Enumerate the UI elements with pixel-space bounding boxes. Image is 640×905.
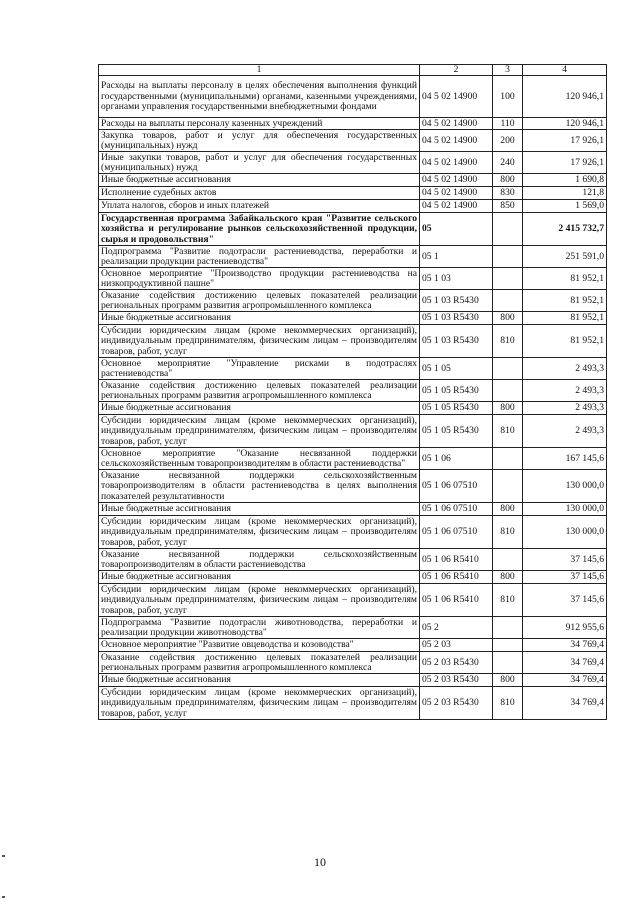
row-type-cell (493, 639, 523, 652)
table-row (99, 118, 607, 130)
row-type-cell: 810 (493, 415, 523, 448)
row-amount-cell: 2 493,3 (523, 402, 607, 415)
row-code-cell: 05 1 03 R5430 (420, 325, 493, 358)
row-code-cell: 05 1 06 R5410 (420, 549, 493, 571)
row-name-cell: Закупка товаров, работ и услуг для обеспечения государственных (муниципальных) нужд (99, 130, 420, 152)
row-code-cell: 04 5 02 14900 (420, 130, 493, 152)
row-amount-cell: 2 415 732,7 (523, 213, 607, 246)
row-type-cell: 800 (493, 571, 523, 584)
table-row (99, 290, 607, 312)
row-name-cell: Расходы на выплаты персоналу в целях обеспечения выполнения функций государственными (муниципальными) органами, казенными учреждениями, органами управления государственными внебюджетными фондами (99, 76, 420, 118)
row-amount-cell: 1 690,8 (523, 174, 607, 187)
row-amount-cell: 81 952,1 (523, 290, 607, 312)
row-code-cell: 05 1 (420, 246, 493, 268)
table-row (99, 470, 607, 503)
row-type-cell (493, 246, 523, 268)
table-row (99, 213, 607, 246)
row-type-cell (493, 617, 523, 639)
row-type-cell: 810 (493, 687, 523, 720)
table-row (99, 584, 607, 617)
row-type-cell (493, 652, 523, 674)
row-amount-cell: 1 569,0 (523, 200, 607, 213)
row-name-cell: Оказание содействия достижению целевых показателей реализации региональных программ развития агропромышленного комплекса (99, 652, 420, 674)
row-amount-cell: 37 145,6 (523, 584, 607, 617)
row-name-cell: Основное мероприятие "Управление рисками в подотраслях растениеводства" (99, 358, 420, 380)
row-type-cell (493, 358, 523, 380)
row-amount-cell: 130 000,0 (523, 516, 607, 549)
row-name-cell: Подпрограмма "Развитие подотрасли животноводства, переработки и реализации продукции животноводства" (99, 617, 420, 639)
row-amount-cell: 2 493,3 (523, 358, 607, 380)
table-row (99, 76, 607, 118)
table-row (99, 325, 607, 358)
row-code-cell: 04 5 02 14900 (420, 200, 493, 213)
row-type-cell: 110 (493, 118, 523, 130)
row-code-cell: 04 5 02 14900 (420, 174, 493, 187)
row-code-cell: 05 1 05 R5430 (420, 380, 493, 402)
row-code-cell: 04 5 02 14900 (420, 76, 493, 118)
row-name-cell: Основное мероприятие "Развитие овцеводства и козоводства" (99, 639, 420, 652)
row-amount-cell: 34 769,4 (523, 674, 607, 687)
row-name-cell: Иные бюджетные ассигнования (99, 402, 420, 415)
table-row (99, 674, 607, 687)
table-row (99, 268, 607, 290)
row-type-cell: 800 (493, 312, 523, 325)
row-type-cell (493, 268, 523, 290)
row-name-cell: Иные бюджетные ассигнования (99, 312, 420, 325)
row-code-cell: 05 1 06 R5410 (420, 584, 493, 617)
row-code-cell: 05 1 05 R5430 (420, 415, 493, 448)
row-amount-cell: 81 952,1 (523, 268, 607, 290)
scan-artifact (2, 855, 5, 857)
row-type-cell: 850 (493, 200, 523, 213)
row-code-cell: 05 2 03 R5430 (420, 687, 493, 720)
row-type-cell: 100 (493, 76, 523, 118)
row-code-cell: 05 2 03 R5430 (420, 674, 493, 687)
row-amount-cell: 121,8 (523, 187, 607, 200)
scan-artifact (2, 896, 5, 898)
header-col-2: 2 (420, 65, 493, 76)
row-amount-cell: 34 769,4 (523, 639, 607, 652)
row-amount-cell: 17 926,1 (523, 130, 607, 152)
row-amount-cell: 912 955,6 (523, 617, 607, 639)
row-amount-cell: 2 493,3 (523, 380, 607, 402)
table-header-row (99, 65, 607, 76)
row-type-cell (493, 380, 523, 402)
row-name-cell: Иные бюджетные ассигнования (99, 503, 420, 516)
table-row (99, 571, 607, 584)
table-row (99, 200, 607, 213)
row-code-cell: 05 1 06 07510 (420, 503, 493, 516)
table-row (99, 246, 607, 268)
row-name-cell: Иные бюджетные ассигнования (99, 571, 420, 584)
row-amount-cell: 37 145,6 (523, 549, 607, 571)
row-amount-cell: 251 591,0 (523, 246, 607, 268)
row-type-cell: 830 (493, 187, 523, 200)
row-name-cell: Оказание несвязанной поддержки сельскохозяйственным товаропроизводителям в области растениеводства в целях выполнения показателей результативности (99, 470, 420, 503)
table-row (99, 549, 607, 571)
row-type-cell (493, 549, 523, 571)
table-row (99, 312, 607, 325)
row-amount-cell: 37 145,6 (523, 571, 607, 584)
table-row (99, 448, 607, 470)
row-code-cell: 04 5 02 14900 (420, 152, 493, 174)
row-name-cell: Субсидии юридическим лицам (кроме некоммерческих организаций), индивидуальным предпринимателям, физическим лицам – производителям товаров, работ, услуг (99, 516, 420, 549)
row-type-cell: 200 (493, 130, 523, 152)
row-code-cell: 05 2 (420, 617, 493, 639)
row-name-cell: Субсидии юридическим лицам (кроме некоммерческих организаций), индивидуальным предпринимателям, физическим лицам – производителям товаров, работ, услуг (99, 687, 420, 720)
row-code-cell: 05 1 05 R5430 (420, 402, 493, 415)
row-amount-cell: 34 769,4 (523, 652, 607, 674)
table-row (99, 617, 607, 639)
row-type-cell (493, 448, 523, 470)
row-amount-cell: 81 952,1 (523, 325, 607, 358)
table-row (99, 687, 607, 720)
row-name-cell: Уплата налогов, сборов и иных платежей (99, 200, 420, 213)
row-code-cell: 05 1 03 R5430 (420, 290, 493, 312)
row-name-cell: Расходы на выплаты персоналу казенных учреждений (99, 118, 420, 130)
table-row (99, 130, 607, 152)
row-code-cell: 05 1 03 R5430 (420, 312, 493, 325)
row-code-cell: 05 2 03 (420, 639, 493, 652)
table-row (99, 402, 607, 415)
row-type-cell (493, 470, 523, 503)
row-amount-cell: 130 000,0 (523, 470, 607, 503)
row-amount-cell: 34 769,4 (523, 687, 607, 720)
row-code-cell: 05 1 03 (420, 268, 493, 290)
row-type-cell (493, 290, 523, 312)
row-code-cell: 05 1 06 R5410 (420, 571, 493, 584)
row-name-cell: Оказание содействия достижению целевых показателей реализации региональных программ развития агропромышленного комплекса (99, 290, 420, 312)
row-name-cell: Субсидии юридическим лицам (кроме некоммерческих организаций), индивидуальным предпринимателям, физическим лицам – производителям товаров, работ, услуг (99, 325, 420, 358)
row-name-cell: Субсидии юридическим лицам (кроме некоммерческих организаций), индивидуальным предпринимателям, физическим лицам – производителям товаров, работ, услуг (99, 584, 420, 617)
budget-table (98, 64, 607, 720)
row-name-cell: Иные закупки товаров, работ и услуг для обеспечения государственных (муниципальных) нужд (99, 152, 420, 174)
row-type-cell: 240 (493, 152, 523, 174)
row-name-cell: Подпрограмма "Развитие подотрасли растениеводства, переработки и реализации продукции растениеводства" (99, 246, 420, 268)
table-row (99, 652, 607, 674)
row-name-cell: Оказание содействия достижению целевых показателей реализации региональных программ развития агропромышленного комплекса (99, 380, 420, 402)
table-row (99, 187, 607, 200)
table-row (99, 174, 607, 187)
row-name-cell: Основное мероприятие "Производство продукции растениеводства на низкопродуктивной пашне" (99, 268, 420, 290)
row-code-cell: 05 2 03 R5430 (420, 652, 493, 674)
row-code-cell: 04 5 02 14900 (420, 187, 493, 200)
row-code-cell: 04 5 02 14900 (420, 118, 493, 130)
row-code-cell: 05 1 05 (420, 358, 493, 380)
row-code-cell: 05 1 06 07510 (420, 516, 493, 549)
row-type-cell: 800 (493, 674, 523, 687)
row-code-cell: 05 (420, 213, 493, 246)
row-amount-cell: 130 000,0 (523, 503, 607, 516)
row-name-cell: Субсидии юридическим лицам (кроме некоммерческих организаций), индивидуальным предпринимателям, физическим лицам – производителям товаров, работ, услуг (99, 415, 420, 448)
table-row (99, 503, 607, 516)
row-name-cell: Исполнение судебных актов (99, 187, 420, 200)
table-row (99, 358, 607, 380)
row-amount-cell: 81 952,1 (523, 312, 607, 325)
row-type-cell: 800 (493, 503, 523, 516)
row-type-cell: 810 (493, 584, 523, 617)
table-row (99, 152, 607, 174)
row-name-cell: Иные бюджетные ассигнования (99, 674, 420, 687)
table-row (99, 639, 607, 652)
table-row (99, 415, 607, 448)
row-type-cell: 800 (493, 174, 523, 187)
row-amount-cell: 17 926,1 (523, 152, 607, 174)
row-name-cell: Оказание несвязанной поддержки сельскохозяйственным товаропроизводителям в области растениеводства (99, 549, 420, 571)
row-type-cell: 800 (493, 402, 523, 415)
row-name-cell: Иные бюджетные ассигнования (99, 174, 420, 187)
row-code-cell: 05 1 06 (420, 448, 493, 470)
row-code-cell: 05 1 06 07510 (420, 470, 493, 503)
table-row (99, 380, 607, 402)
page-number: 10 (314, 855, 326, 869)
header-col-3: 3 (493, 65, 523, 76)
row-name-cell: Основное мероприятие "Оказание несвязанной поддержки сельскохозяйственным товаропроизводителям в области растениеводства" (99, 448, 420, 470)
header-col-1: 1 (99, 65, 420, 76)
row-type-cell: 810 (493, 516, 523, 549)
row-amount-cell: 120 946,1 (523, 76, 607, 118)
header-col-4: 4 (523, 65, 607, 76)
row-amount-cell: 167 145,6 (523, 448, 607, 470)
row-name-cell: Государственная программа Забайкальского края "Развитие сельского хозяйства и регулирование рынков сельскохозяйственной продукции, сырья и продовольствия" (99, 213, 420, 246)
row-amount-cell: 2 493,3 (523, 415, 607, 448)
table-row (99, 516, 607, 549)
row-type-cell: 810 (493, 325, 523, 358)
row-type-cell (493, 213, 523, 246)
row-amount-cell: 120 946,1 (523, 118, 607, 130)
